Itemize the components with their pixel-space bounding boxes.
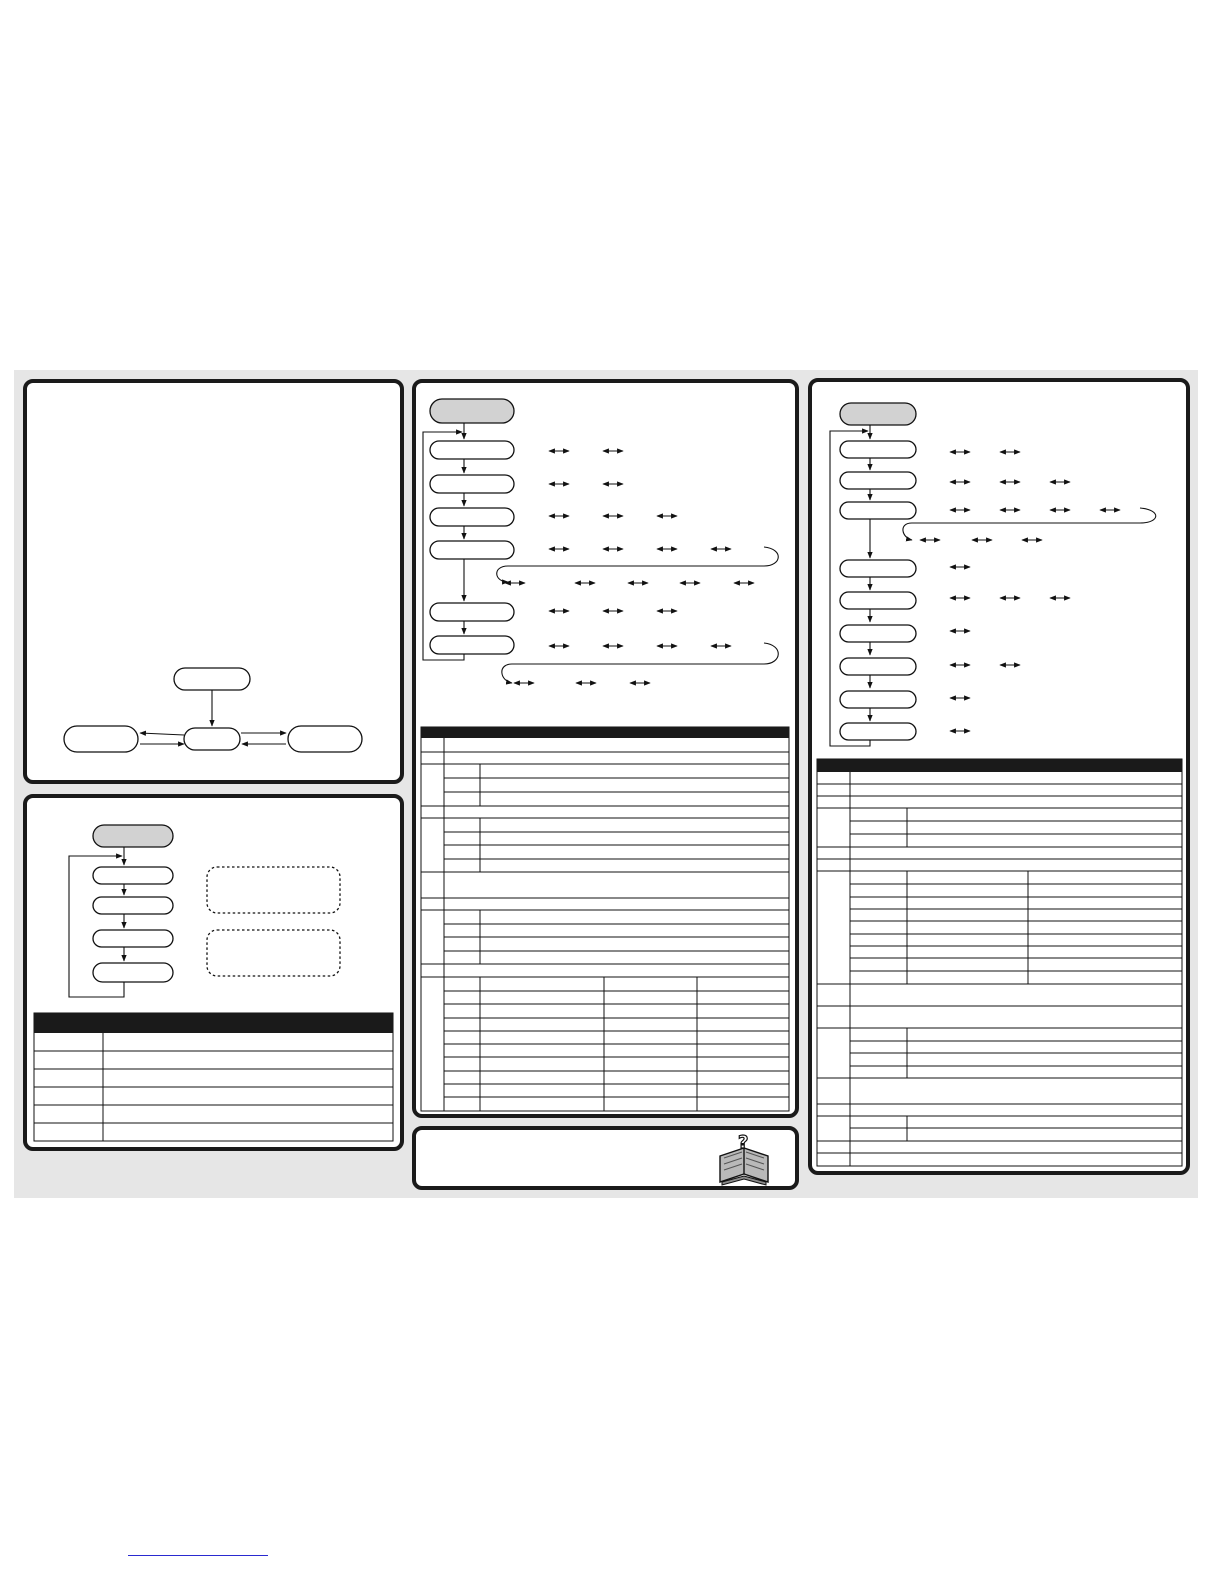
footer-link[interactable] [128, 1555, 268, 1556]
svg-text:?: ? [738, 1132, 749, 1153]
